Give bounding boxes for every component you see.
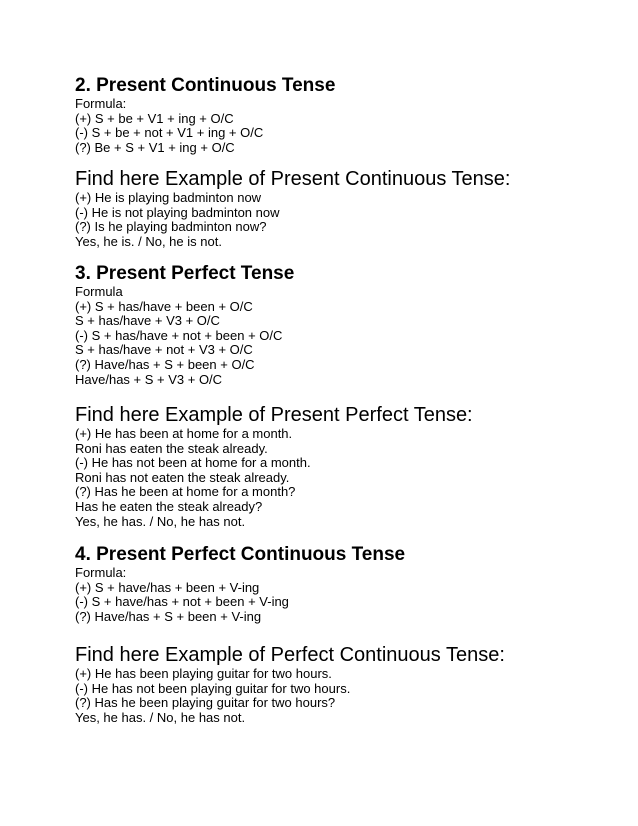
section-heading: Find here Example of Perfect Continuous Tense: [75,644,505,666]
text-line: (-) He is not playing badminton now [75,204,280,220]
section-heading: 4. Present Perfect Continuous Tense [75,544,406,565]
section-present-perfect-examples [75,404,473,529]
text-line: (-) S + has/have + not + been + O/C [75,327,283,343]
example-list [75,427,473,529]
section-present-continuous-formula [75,75,335,155]
text-line: Roni has eaten the steak already. [75,440,268,456]
text-line: Has he eaten the steak already? [75,498,263,514]
text-line: (+) He has been at home for a month. [75,426,293,441]
formula-list [75,97,335,155]
text-line: Formula: [75,565,127,580]
section-heading: 2. Present Continuous Tense [75,75,336,96]
text-line: Have/has + S + V3 + O/C [75,371,223,387]
section-present-perfect-formula [75,263,294,387]
text-line: Formula [75,284,123,299]
formula-list [75,566,405,624]
text-line: (+) He has been playing guitar for two hours. [75,666,332,681]
section-heading: Find here Example of Present Perfect Tense: [75,404,473,426]
section-present-continuous-examples [75,168,510,249]
text-line: (-) S + be + not + V1 + ing + O/C [75,125,264,141]
text-line: (?) Is he playing badminton now? [75,219,267,235]
text-line: (?) Has he been at home for a month? [75,484,296,500]
formula-list [75,285,294,387]
text-line: (-) He has not been at home for a month. [75,455,311,471]
example-list [75,667,505,725]
text-line: Yes, he has. / No, he has not. [75,709,246,725]
text-line: (+) He is playing badminton now [75,190,262,205]
text-line: Roni has not eaten the steak already. [75,469,290,485]
example-list [75,191,510,249]
text-line: S + has/have + V3 + O/C [75,313,220,329]
text-line: (?) Have/has + S + been + O/C [75,356,255,372]
text-line: Formula: [75,96,127,111]
section-present-perfect-continuous-formula [75,544,405,624]
text-line: (?) Has he been playing guitar for two hours? [75,695,336,711]
text-line: (+) S + has/have + been + O/C [75,298,253,314]
text-line: Yes, he is. / No, he is not. [75,233,222,249]
section-heading: 3. Present Perfect Tense [75,263,295,284]
text-line: (+) S + be + V1 + ing + O/C [75,110,234,126]
section-heading: Find here Example of Present Continuous Tense: [75,168,511,190]
text-line: S + has/have + not + V3 + O/C [75,342,253,358]
document-page [75,0,615,826]
text-line: Yes, he has. / No, he has not. [75,513,246,529]
text-line: (?) Have/has + S + been + V-ing [75,608,262,624]
section-perfect-continuous-examples [75,644,505,725]
text-line: (+) S + have/has + been + V-ing [75,579,260,595]
text-line: (-) S + have/has + not + been + V-ing [75,594,289,610]
text-line: (-) He has not been playing guitar for two hours. [75,680,351,696]
text-line: (?) Be + S + V1 + ing + O/C [75,139,235,155]
